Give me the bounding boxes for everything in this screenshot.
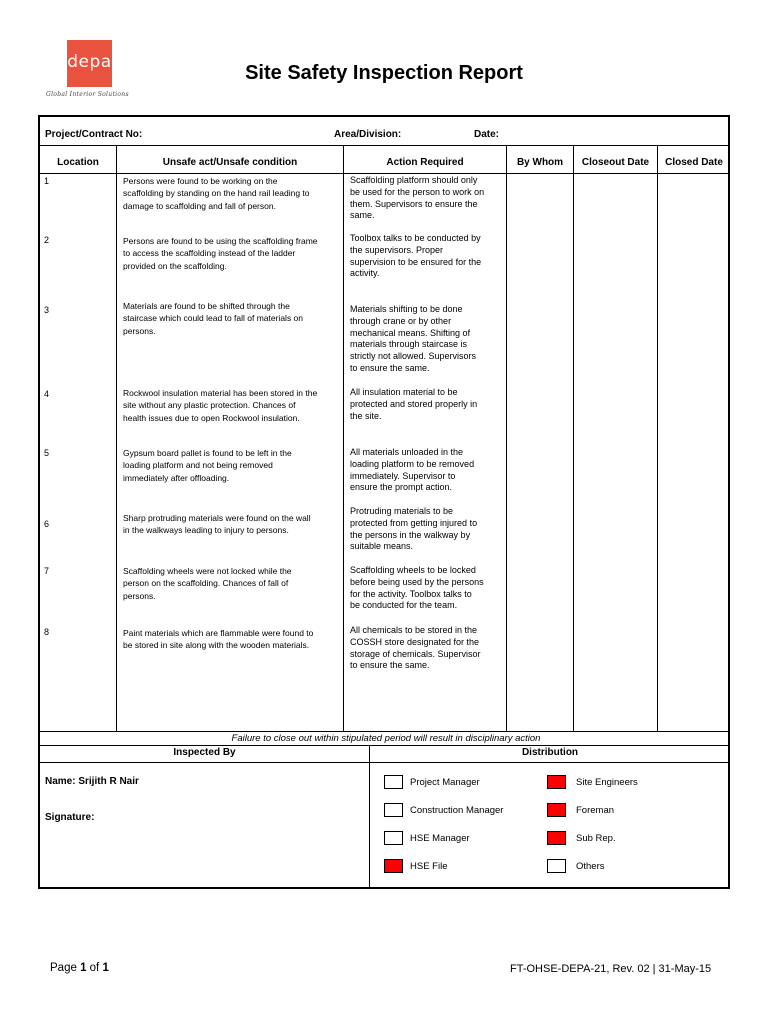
action-required-line: suitable means. xyxy=(350,541,414,552)
unsafe-condition-line: Rockwool insulation material has been stored in the xyxy=(123,388,318,398)
unsafe-condition-line: immediately after offloading. xyxy=(123,472,230,483)
row-location: 3 xyxy=(44,305,50,315)
row-location: 5 xyxy=(44,448,50,458)
unsafe-condition-line: Gypsum board pallet is found to be left in the xyxy=(123,448,292,458)
action-required-line: COSSH store designated for the xyxy=(350,636,480,647)
action-required-line: loading platform to be removed xyxy=(350,458,475,469)
column-divider xyxy=(343,145,344,731)
unsafe-condition-line: Persons are found to be using the scaffolding frame xyxy=(123,236,318,246)
distribution-header: Distribution xyxy=(521,747,579,758)
unsafe-condition-line: staircase which could lead to fall of materials on xyxy=(123,313,304,324)
area-label: Area/Division: xyxy=(334,129,402,140)
inspection-form xyxy=(38,115,730,889)
divider xyxy=(40,731,730,732)
action-required-line: ensure the prompt action. xyxy=(350,482,453,493)
inspected-by-header: Inspected By xyxy=(173,747,236,758)
row-location: 4 xyxy=(44,389,50,399)
distribution-checkbox[interactable] xyxy=(547,831,566,845)
row-location: 7 xyxy=(44,566,50,576)
project-label: Project/Contract No: xyxy=(45,129,143,140)
distribution-label: Project Manager xyxy=(410,777,480,788)
unsafe-condition-line: Paint materials which are flammable were found to xyxy=(123,628,314,638)
column-header-by-whom: By Whom xyxy=(516,157,564,168)
action-required-line: protected and stored properly in xyxy=(350,398,478,409)
unsafe-condition-line: site without any plastic protection. Chances of xyxy=(123,400,296,411)
distribution-checkbox[interactable] xyxy=(384,859,403,873)
action-required-line: mechanical means. Shifting of xyxy=(350,327,471,338)
unsafe-condition-line: Scaffolding wheels were not locked while the xyxy=(123,566,292,576)
column-divider xyxy=(573,145,574,731)
distribution-label: HSE Manager xyxy=(410,833,470,844)
distribution-checkbox[interactable] xyxy=(547,803,566,817)
logo-text: depa xyxy=(67,52,112,72)
action-required-line: before being used by the persons xyxy=(350,576,484,587)
distribution-checkbox[interactable] xyxy=(384,803,403,817)
action-required-line: Scaffolding platform should only xyxy=(350,175,478,185)
unsafe-condition-line: persons. xyxy=(123,590,156,601)
unsafe-condition-line: be stored in site along with the wooden materials. xyxy=(123,640,310,651)
column-header-action: Action Required xyxy=(386,157,464,168)
unsafe-condition-line: damage to scaffolding and fall of person. xyxy=(123,200,276,211)
divider xyxy=(40,762,730,763)
distribution-label: Site Engineers xyxy=(576,777,638,788)
action-required-line: All materials unloaded in the xyxy=(350,447,464,457)
distribution-checkbox[interactable] xyxy=(384,831,403,845)
divider xyxy=(40,145,730,146)
distribution-label: Construction Manager xyxy=(410,805,504,816)
row-location: 8 xyxy=(44,627,50,637)
unsafe-condition-line: scaffolding by standing on the hand rail leading to xyxy=(123,188,310,199)
action-required-line: activity. xyxy=(350,268,380,279)
action-required-line: Toolbox talks to be conducted by xyxy=(350,233,481,243)
column-divider xyxy=(657,145,658,731)
action-required-line: Protruding materials to be xyxy=(350,506,454,516)
signature-label: Signature: xyxy=(45,812,95,823)
unsafe-condition-line: provided on the scaffolding. xyxy=(123,260,227,271)
action-required-line: supervision to be ensured for the xyxy=(350,256,482,267)
action-required-line: the persons in the walkway by xyxy=(350,529,471,540)
logo-tagline: Global Interior Solutions xyxy=(46,91,129,98)
distribution-label: Sub Rep. xyxy=(576,833,616,844)
row-location: 2 xyxy=(44,235,50,245)
unsafe-condition-line: persons. xyxy=(123,325,156,336)
action-required-line: to ensure the same. xyxy=(350,363,430,373)
distribution-label: Foreman xyxy=(576,805,615,816)
distribution-checkbox[interactable] xyxy=(547,775,566,789)
unsafe-condition-line: health issues due to open Rockwool insulation. xyxy=(123,412,300,423)
action-required-line: be used for the person to work on xyxy=(350,186,485,197)
action-required-line: for the activity. Toolbox talks to xyxy=(350,588,472,599)
distribution-label: Others xyxy=(576,861,605,872)
column-divider xyxy=(506,145,507,731)
action-required-line: to ensure the same. xyxy=(350,660,430,671)
action-required-line: the supervisors. Proper xyxy=(350,244,444,255)
warning-text: Failure to close out within stipulated period will result in disciplinary action xyxy=(231,733,541,744)
column-header-location: Location xyxy=(57,157,99,168)
action-required-line: the site. xyxy=(350,410,382,421)
action-required-line: strictly not allowed. Supervisors xyxy=(350,351,477,362)
column-divider xyxy=(369,745,370,889)
column-header-unsafe: Unsafe act/Unsafe condition xyxy=(162,157,298,168)
unsafe-condition-line: in the walkways leading to injury to persons. xyxy=(123,525,289,536)
distribution-checkbox[interactable] xyxy=(384,775,403,789)
unsafe-condition-line: Materials are found to be shifted through the xyxy=(123,301,290,311)
unsafe-condition-line: to access the scaffolding instead of the ladder xyxy=(123,248,296,259)
action-required-line: be conducted for the team. xyxy=(350,600,458,611)
action-required-line: Scaffolding wheels to be locked xyxy=(350,565,476,575)
divider xyxy=(40,173,730,174)
action-required-line: storage of chemicals. Supervisor xyxy=(350,648,481,659)
action-required-line: protected from getting injured to xyxy=(350,517,478,528)
column-divider xyxy=(116,145,117,731)
document-reference: FT-OHSE-DEPA-21, Rev. 02 | 31-May-15 xyxy=(510,963,712,975)
action-required-line: All chemicals to be stored in the xyxy=(350,625,478,635)
action-required-line: All insulation material to be xyxy=(350,387,458,397)
action-required-line: them. Supervisors to ensure the xyxy=(350,198,478,209)
unsafe-condition-line: loading platform and not being removed xyxy=(123,460,273,471)
action-required-line: Materials shifting to be done xyxy=(350,304,463,314)
unsafe-condition-line: person on the scaffolding. Chances of fall of xyxy=(123,578,289,589)
action-required-line: materials through staircase is xyxy=(350,339,468,350)
action-required-line: through crane or by other xyxy=(350,315,452,326)
page-number: Page 1 of 1 xyxy=(50,962,109,974)
action-required-line: same. xyxy=(350,210,375,221)
divider xyxy=(40,745,730,746)
inspector-name: Name: Srijith R Nair xyxy=(45,776,139,787)
row-location: 1 xyxy=(44,176,50,186)
row-location: 6 xyxy=(44,519,50,529)
unsafe-condition-line: Sharp protruding materials were found on the wall xyxy=(123,513,311,523)
date-label: Date: xyxy=(474,129,500,140)
unsafe-condition-line: Persons were found to be working on the xyxy=(123,176,278,186)
action-required-line: immediately. Supervisor to xyxy=(350,470,456,481)
column-header-closed-date: Closed Date xyxy=(665,157,723,168)
distribution-checkbox[interactable] xyxy=(547,859,566,873)
distribution-label: HSE File xyxy=(410,861,448,872)
column-header-closeout-date: Closeout Date xyxy=(581,157,650,168)
page-title: Site Safety Inspection Report xyxy=(245,62,523,84)
